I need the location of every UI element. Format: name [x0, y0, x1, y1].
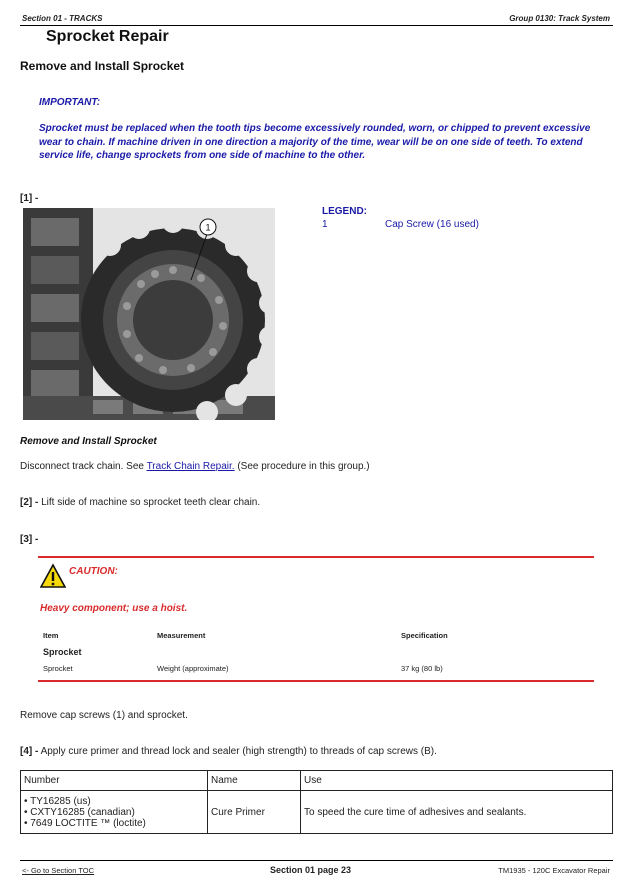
- spec-header-measurement: Measurement: [157, 631, 206, 640]
- footer-rule: [20, 860, 613, 861]
- procedure-line-1-pre: Disconnect track chain. See: [20, 461, 147, 472]
- footer-doc: TM1935 - 120C Excavator Repair: [498, 866, 610, 875]
- step-4: [20, 746, 437, 757]
- remove-instruction: Remove cap screws (1) and sprocket.: [20, 710, 188, 721]
- spec-header-item: Item: [43, 631, 59, 640]
- procedure-line-1: [20, 461, 370, 472]
- important-text: Sprocket must be replaced when the tooth tips become excessively rounded, worn, or chipped to prevent excessive wear to chain. If machine driven in one direction a majority of the time, wear will be on one side of teeth. To extend service life, change sprockets from one side of machine to the other.: [39, 123, 591, 162]
- step-2-label: [2] -: [20, 497, 39, 508]
- track-chain-repair-link[interactable]: Track Chain Repair.: [146, 461, 235, 472]
- spec-group-label: Sprocket: [43, 647, 82, 657]
- legend-item-desc: Cap Screw (16 used): [385, 219, 479, 230]
- caution-top-rule: [38, 556, 594, 558]
- spec-cell-item: Sprocket: [43, 664, 73, 673]
- cure-primer-table: [20, 770, 613, 834]
- important-label: IMPORTANT:: [39, 97, 101, 108]
- section-toc-link[interactable]: <- Go to Section TOC: [22, 866, 95, 875]
- callout-1: 1: [205, 222, 211, 233]
- cure-cell-name: Cure Primer: [208, 791, 301, 834]
- table-row: [21, 791, 613, 834]
- step-3-label: [3] -: [20, 534, 39, 545]
- step-2-text: Lift side of machine so sprocket teeth clear chain.: [38, 497, 261, 508]
- sprocket-illustration: [23, 208, 275, 420]
- spec-cell-measurement: Weight (approximate): [157, 664, 229, 673]
- cure-table-header-row: [21, 771, 613, 791]
- header-section: Section 01 - TRACKS: [22, 14, 103, 23]
- warning-icon: [40, 563, 66, 589]
- caution-bottom-rule: [38, 680, 594, 682]
- cure-number-2: • CXTY16285 (canadian): [24, 806, 135, 818]
- step-4-label: [4] -: [20, 746, 39, 757]
- sprocket-figure: [23, 208, 275, 420]
- procedure-heading: Remove and Install Sprocket: [20, 436, 157, 447]
- cure-header-name: Name: [208, 771, 301, 791]
- header-group: Group 0130: Track System: [509, 14, 610, 23]
- step-1-label: [1] -: [20, 193, 39, 204]
- cure-header-number: Number: [21, 771, 208, 791]
- section-subtitle: Remove and Install Sprocket: [20, 59, 185, 73]
- caution-label: CAUTION:: [69, 566, 118, 577]
- legend-item-num: 1: [322, 219, 328, 230]
- page-title: Sprocket Repair: [46, 28, 169, 45]
- step-4-text: Apply cure primer and thread lock and sealer (high strength) to threads of cap screws (B).: [38, 746, 437, 757]
- step-2: [20, 497, 260, 508]
- cure-header-use: Use: [301, 771, 613, 791]
- caution-text: Heavy component; use a hoist.: [40, 603, 188, 614]
- cure-number-3: • 7649 LOCTITE ™ (loctite): [24, 817, 146, 829]
- cure-number-1: • TY16285 (us): [24, 795, 91, 807]
- footer-page: Section 01 page 23: [270, 865, 352, 875]
- procedure-line-1-post: (See procedure in this group.): [234, 461, 370, 472]
- cure-cell-use: To speed the cure time of adhesives and sealants.: [301, 791, 613, 834]
- legend-title: LEGEND:: [322, 206, 367, 217]
- spec-cell-specification: 37 kg (80 lb): [401, 664, 443, 673]
- spec-header-specification: Specification: [401, 631, 448, 640]
- cure-cell-numbers: [21, 791, 208, 834]
- header-rule: [20, 25, 613, 26]
